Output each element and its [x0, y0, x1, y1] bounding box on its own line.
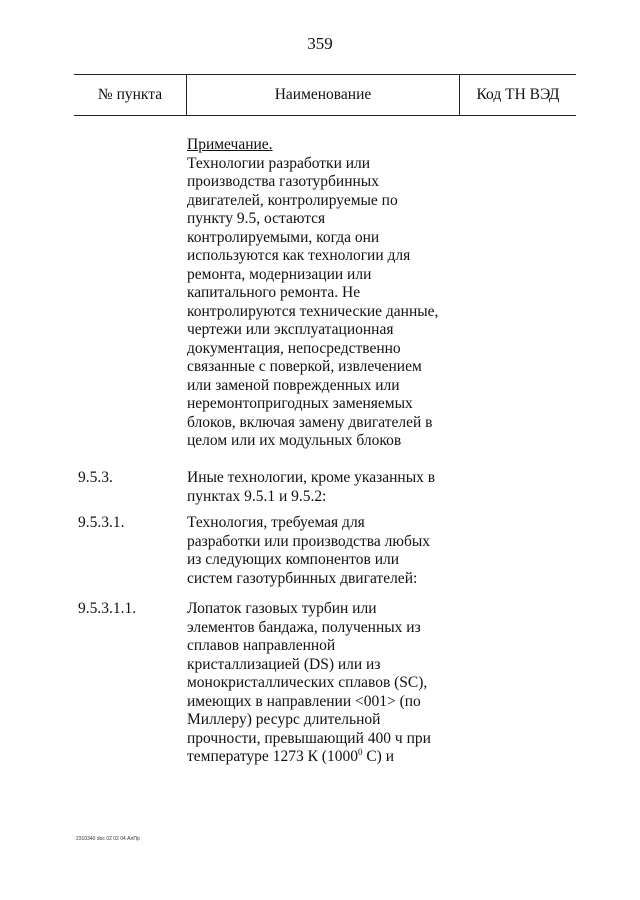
item-line: Иные технологии, кроме указанных в: [187, 469, 436, 486]
note-line: пункту 9.5, остаются: [187, 210, 326, 227]
table-header: [74, 74, 576, 116]
item-line: Миллеру) ресурс длительной: [187, 711, 381, 728]
note-line: контролируемыми, когда они: [187, 228, 380, 246]
item-line: разработки или производства любых: [187, 532, 430, 550]
item-line: элементов бандажа, полученных из: [187, 618, 421, 636]
note-line: двигателей, контролируемые по: [187, 191, 398, 209]
note-line: целом или их модульных блоков: [187, 432, 402, 449]
item-line-part: температуре 1273 К (1000: [187, 748, 358, 765]
item-line-last: [187, 748, 462, 767]
item-text-9-5-3-1-1: [187, 600, 462, 767]
item-line: кристаллизацией (DS) или из: [187, 655, 381, 673]
note-line: Технологии разработки или: [187, 154, 371, 172]
item-line: систем газотурбинных двигателей:: [187, 569, 418, 587]
note-line: или заменой поврежденных или: [187, 376, 400, 394]
degree-superscript: 0: [357, 746, 363, 757]
item-line: из следующих компонентов или: [187, 551, 400, 568]
item-line: Технология, требуемая для: [187, 514, 365, 531]
item-number-9-5-3-1: 9.5.3.1.: [78, 514, 125, 531]
page-number: 359: [307, 34, 333, 53]
note-line: связанные с поверкой, извлечением: [187, 358, 422, 375]
item-line: прочности, превышающий 400 ч при: [187, 729, 431, 747]
footer-doc-id: 2310340 doc 02 02 04 АлПр: [76, 836, 140, 842]
note-line: капитального ремонта. Не: [187, 284, 361, 301]
item-number-9-5-3: 9.5.3.: [78, 469, 113, 486]
item-line: сплавов направленной: [187, 637, 336, 654]
item-line: монокристаллических сплавов (SC),: [187, 674, 428, 691]
header-item-number: № пункта: [74, 75, 187, 115]
note-line: контролируются технические данные,: [187, 302, 439, 320]
note-line: чертежи или эксплуатационная: [187, 321, 394, 338]
item-line: имеющих в направлении <001> (по: [187, 692, 421, 710]
note-line: используются как технологии для: [187, 247, 411, 264]
note-line: блоков, включая замену двигателей в: [187, 413, 433, 431]
note-line: производства газотурбинных: [187, 173, 379, 190]
item-line-part: С) и: [362, 748, 394, 765]
note-line: неремонтопригодных заменяемых: [187, 395, 413, 412]
header-name: Наименование: [187, 75, 460, 115]
item-line: Лопаток газовых турбин или: [187, 600, 377, 617]
note-title: Примечание.: [187, 136, 273, 153]
note-block: [187, 136, 462, 451]
item-text-9-5-3: [187, 469, 462, 506]
note-line: ремонта, модернизации или: [187, 265, 372, 283]
item-text-9-5-3-1: [187, 514, 462, 588]
item-number-9-5-3-1-1: 9.5.3.1.1.: [78, 600, 137, 617]
header-code: Код ТН ВЭД: [476, 86, 560, 103]
note-line: документация, непосредственно: [187, 339, 401, 357]
item-line: пунктах 9.5.1 и 9.5.2:: [187, 487, 327, 505]
